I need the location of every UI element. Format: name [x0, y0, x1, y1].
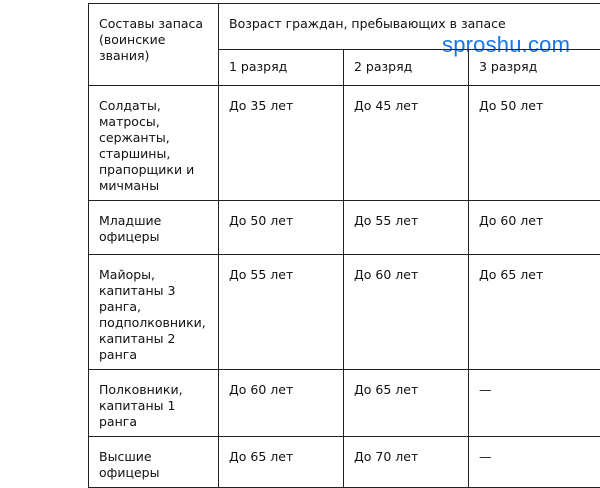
watermark: sproshu.com [442, 32, 570, 58]
header-age-group: Возраст граждан, пребывающих в запасе [219, 4, 600, 50]
table-row [89, 437, 600, 488]
table-row [89, 201, 600, 255]
header-rank-class-3: 3 разряд [469, 50, 600, 86]
age-cell: До 50 лет [469, 86, 600, 201]
row-category: Полковники, капитаны 1 ранга [89, 370, 219, 437]
age-cell: До 65 лет [219, 437, 344, 488]
reserve-age-table [88, 3, 600, 488]
age-cell: До 60 лет [219, 370, 344, 437]
age-cell: До 65 лет [469, 255, 600, 370]
header-category: Составы запаса (воинские звания) [89, 4, 219, 86]
age-cell: До 65 лет [344, 370, 469, 437]
age-cell: До 55 лет [344, 201, 469, 255]
age-cell: — [469, 370, 600, 437]
age-cell: До 60 лет [344, 255, 469, 370]
age-cell: До 50 лет [219, 201, 344, 255]
table-header-row [89, 4, 600, 50]
age-cell: До 60 лет [469, 201, 600, 255]
header-rank-class-2: 2 разряд [344, 50, 469, 86]
header-rank-class-1: 1 разряд [219, 50, 344, 86]
table-row [89, 255, 600, 370]
age-cell: До 45 лет [344, 86, 469, 201]
row-category: Высшие офицеры [89, 437, 219, 488]
age-cell: До 70 лет [344, 437, 469, 488]
table-row [89, 370, 600, 437]
age-cell: До 55 лет [219, 255, 344, 370]
row-category: Младшие офицеры [89, 201, 219, 255]
table-row [89, 86, 600, 201]
row-category: Солдаты, матросы, сержанты, старшины, прапорщики и мичманы [89, 86, 219, 201]
row-category: Майоры, капитаны 3 ранга, подполковники, капитаны 2 ранга [89, 255, 219, 370]
age-cell: — [469, 437, 600, 488]
age-cell: До 35 лет [219, 86, 344, 201]
